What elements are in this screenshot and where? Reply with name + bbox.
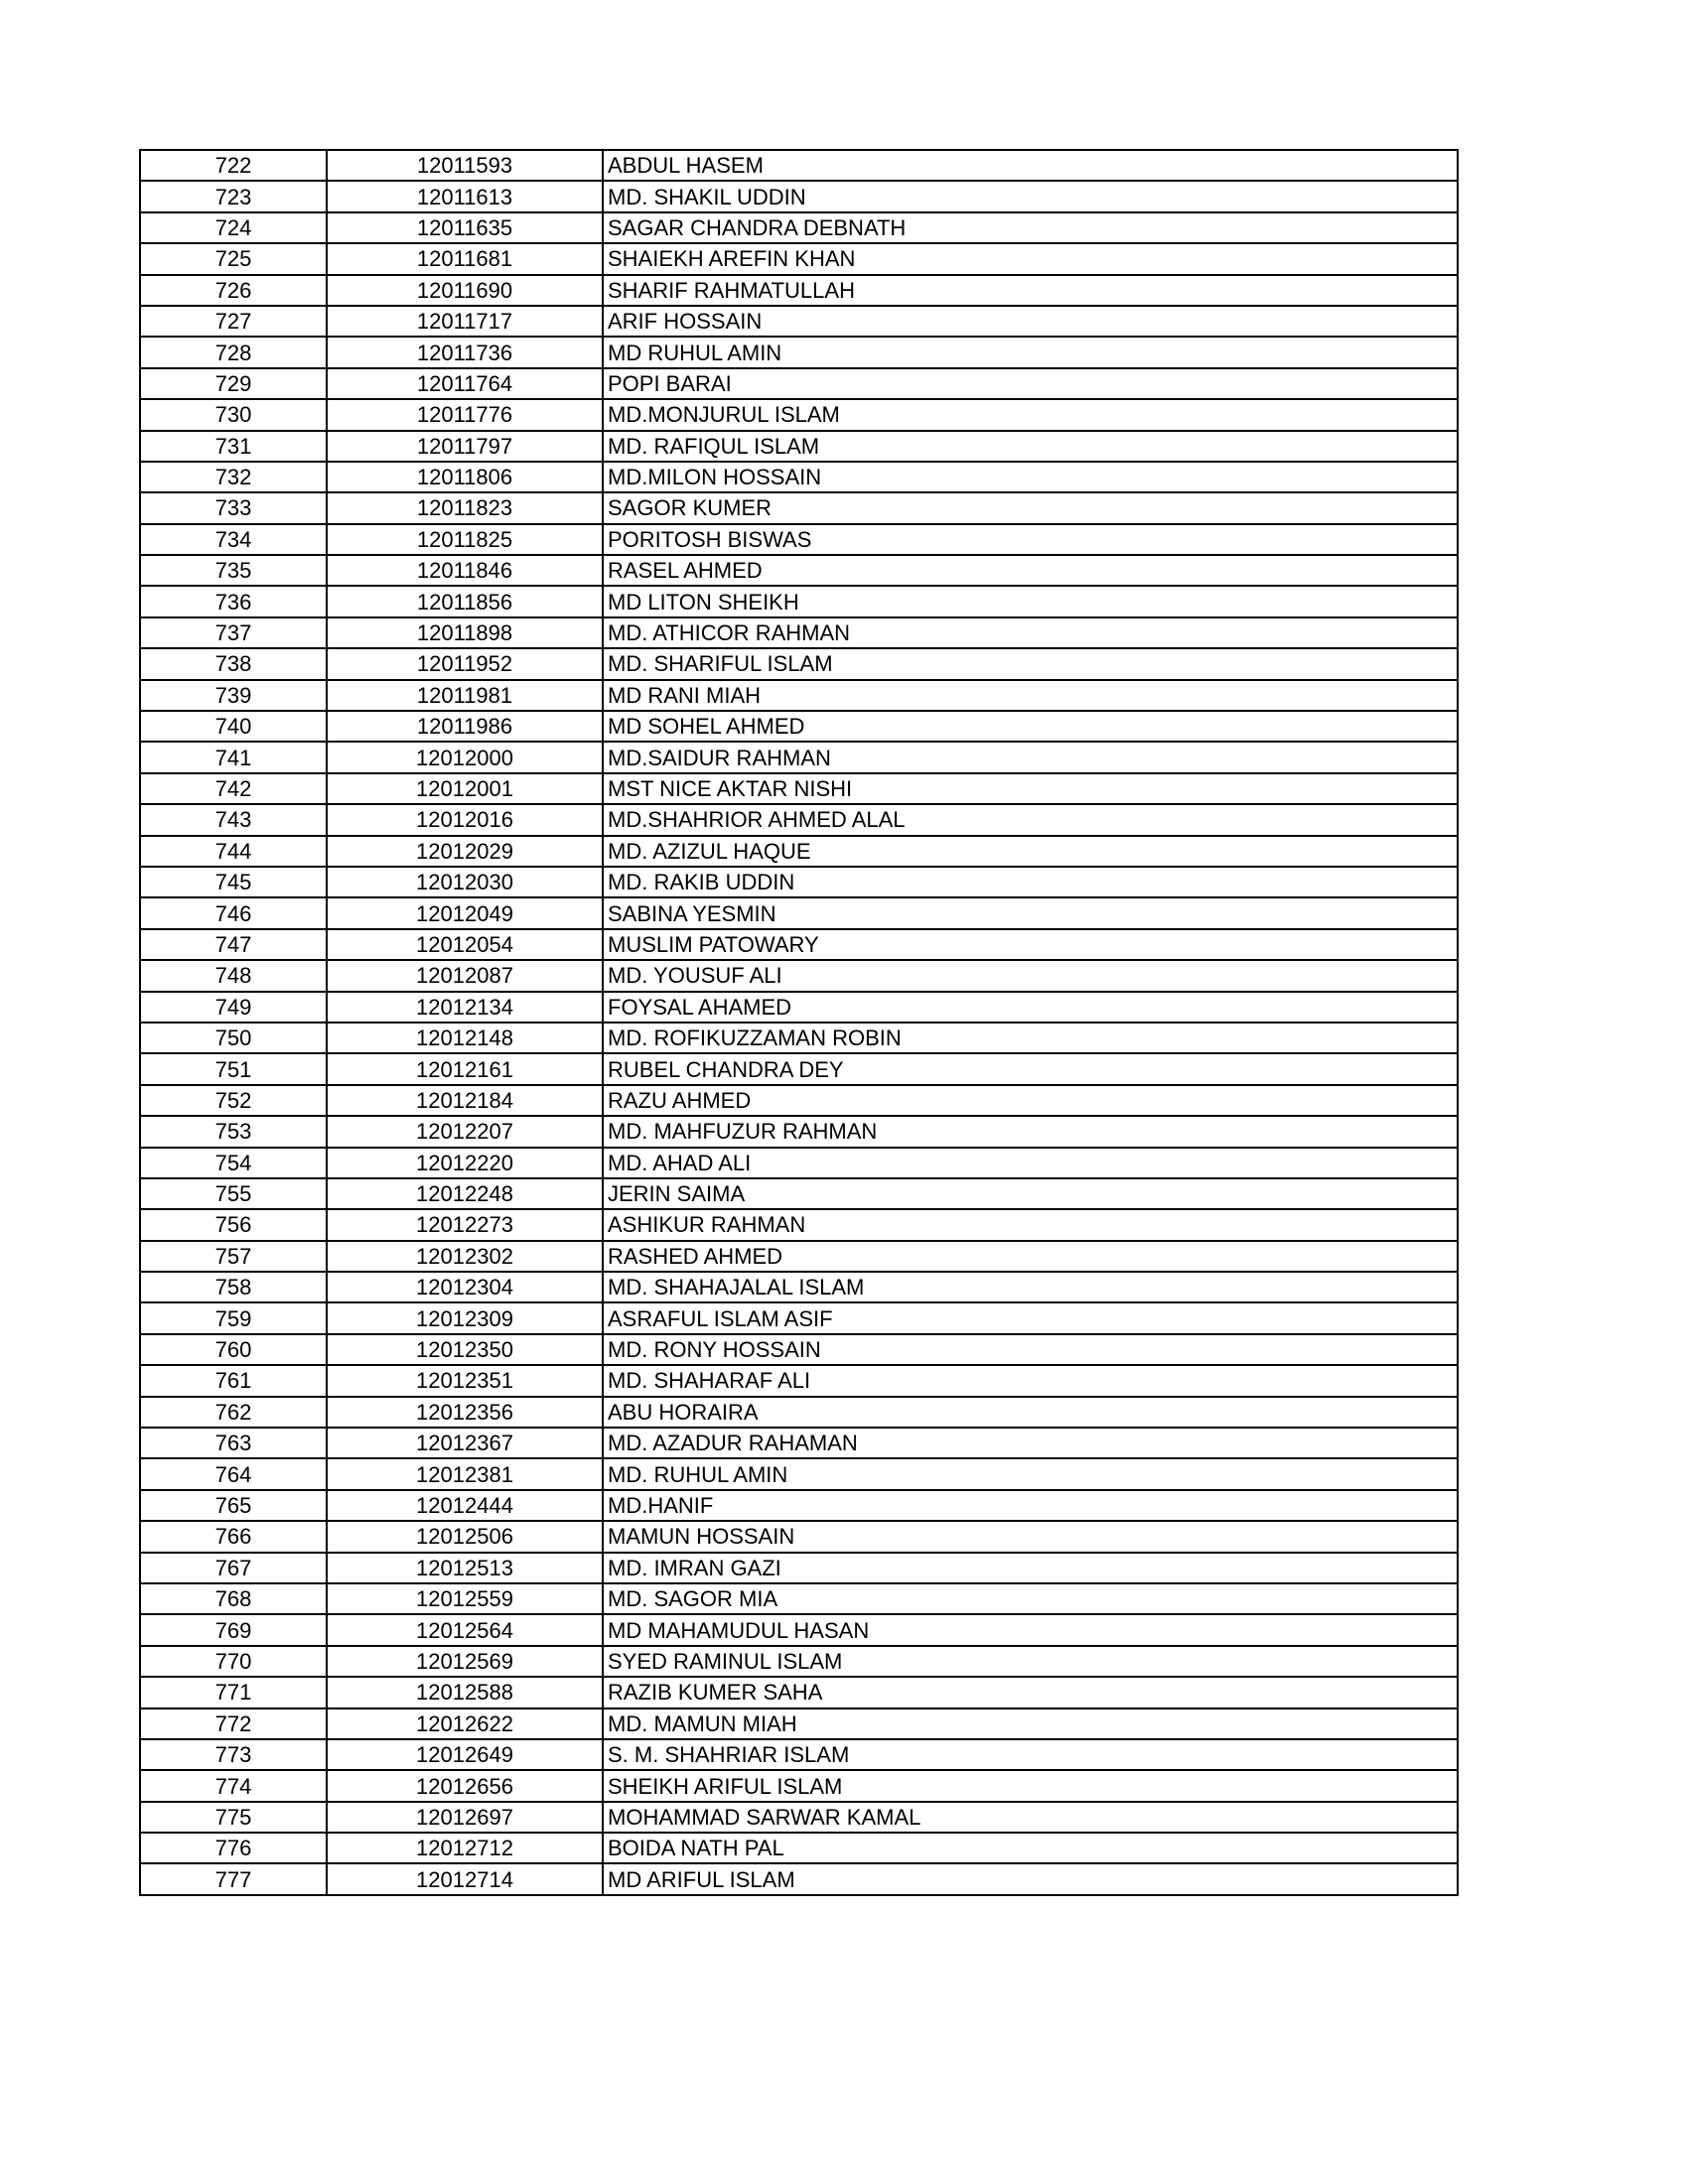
- name-cell: ASHIKUR RAHMAN: [603, 1209, 1458, 1240]
- serial-cell: 726: [140, 275, 327, 306]
- id-cell: 12012697: [327, 1802, 603, 1833]
- name-cell: MD. YOUSUF ALI: [603, 960, 1458, 991]
- table-row: [140, 1428, 1458, 1458]
- serial-cell: 751: [140, 1053, 327, 1084]
- name-cell: MD SOHEL AHMED: [603, 711, 1458, 742]
- name-cell: ABDUL HASEM: [603, 150, 1458, 181]
- id-cell: 12012381: [327, 1458, 603, 1489]
- serial-cell: 730: [140, 399, 327, 430]
- id-cell: 12011736: [327, 337, 603, 367]
- id-cell: 12012220: [327, 1148, 603, 1178]
- serial-cell: 756: [140, 1209, 327, 1240]
- name-cell: S. M. SHAHRIAR ISLAM: [603, 1739, 1458, 1770]
- id-cell: 12012001: [327, 773, 603, 804]
- table-row: [140, 867, 1458, 897]
- id-cell: 12011981: [327, 680, 603, 711]
- id-cell: 12012273: [327, 1209, 603, 1240]
- serial-cell: 732: [140, 462, 327, 492]
- name-cell: MD. SHAKIL UDDIN: [603, 181, 1458, 211]
- serial-cell: 741: [140, 742, 327, 772]
- table-row: [140, 1365, 1458, 1396]
- id-cell: 12011690: [327, 275, 603, 306]
- name-cell: MD.SHAHRIOR AHMED ALAL: [603, 804, 1458, 835]
- id-cell: 12011681: [327, 243, 603, 274]
- table-row: [140, 1302, 1458, 1333]
- name-cell: MD. SHAHARAF ALI: [603, 1365, 1458, 1396]
- serial-cell: 776: [140, 1833, 327, 1863]
- id-cell: 12011825: [327, 524, 603, 555]
- id-cell: 12012356: [327, 1397, 603, 1428]
- id-cell: 12011797: [327, 431, 603, 462]
- name-cell: ARIF HOSSAIN: [603, 306, 1458, 337]
- id-cell: 12012087: [327, 960, 603, 991]
- id-cell: 12012513: [327, 1553, 603, 1583]
- table-row: [140, 1209, 1458, 1240]
- name-cell: RASHED AHMED: [603, 1241, 1458, 1272]
- id-cell: 12012351: [327, 1365, 603, 1396]
- name-cell: MD.SAIDUR RAHMAN: [603, 742, 1458, 772]
- table-row: [140, 337, 1458, 367]
- serial-cell: 745: [140, 867, 327, 897]
- table-row: [140, 431, 1458, 462]
- serial-cell: 761: [140, 1365, 327, 1396]
- serial-cell: 764: [140, 1458, 327, 1489]
- table-row: [140, 586, 1458, 616]
- name-cell: MD. ATHICOR RAHMAN: [603, 617, 1458, 648]
- table-row: [140, 773, 1458, 804]
- serial-cell: 753: [140, 1116, 327, 1147]
- serial-cell: 749: [140, 992, 327, 1023]
- serial-cell: 767: [140, 1553, 327, 1583]
- id-cell: 12012350: [327, 1334, 603, 1365]
- table-row: [140, 1334, 1458, 1365]
- serial-cell: 766: [140, 1521, 327, 1552]
- id-cell: 12012049: [327, 897, 603, 928]
- table-row: [140, 680, 1458, 711]
- serial-cell: 759: [140, 1302, 327, 1333]
- name-cell: SAGOR KUMER: [603, 492, 1458, 523]
- name-cell: MUSLIM PATOWARY: [603, 929, 1458, 960]
- id-cell: 12012134: [327, 992, 603, 1023]
- serial-cell: 723: [140, 181, 327, 211]
- table-row: [140, 212, 1458, 243]
- serial-cell: 729: [140, 368, 327, 399]
- id-cell: 12012016: [327, 804, 603, 835]
- name-cell: MD.MILON HOSSAIN: [603, 462, 1458, 492]
- id-cell: 12012207: [327, 1116, 603, 1147]
- table-row: [140, 462, 1458, 492]
- table-row: [140, 243, 1458, 274]
- id-cell: 12012304: [327, 1272, 603, 1302]
- serial-cell: 768: [140, 1583, 327, 1614]
- serial-cell: 757: [140, 1241, 327, 1272]
- serial-cell: 754: [140, 1148, 327, 1178]
- id-cell: 12011806: [327, 462, 603, 492]
- id-cell: 12011898: [327, 617, 603, 648]
- table-row: [140, 524, 1458, 555]
- serial-cell: 750: [140, 1023, 327, 1053]
- table-row: [140, 368, 1458, 399]
- serial-cell: 725: [140, 243, 327, 274]
- name-cell: MD. IMRAN GAZI: [603, 1553, 1458, 1583]
- serial-cell: 727: [140, 306, 327, 337]
- serial-cell: 752: [140, 1085, 327, 1116]
- id-cell: 12011776: [327, 399, 603, 430]
- name-cell: JERIN SAIMA: [603, 1178, 1458, 1209]
- table-row: [140, 1708, 1458, 1739]
- id-cell: 12012588: [327, 1677, 603, 1707]
- table-row: [140, 1863, 1458, 1894]
- table-row: [140, 306, 1458, 337]
- serial-cell: 755: [140, 1178, 327, 1209]
- serial-cell: 762: [140, 1397, 327, 1428]
- name-cell: SYED RAMINUL ISLAM: [603, 1646, 1458, 1677]
- name-cell: FOYSAL AHAMED: [603, 992, 1458, 1023]
- serial-cell: 731: [140, 431, 327, 462]
- serial-cell: 758: [140, 1272, 327, 1302]
- serial-cell: 740: [140, 711, 327, 742]
- id-cell: 12012656: [327, 1770, 603, 1801]
- id-cell: 12012559: [327, 1583, 603, 1614]
- id-cell: 12012000: [327, 742, 603, 772]
- table-row: [140, 1553, 1458, 1583]
- table-row: [140, 1085, 1458, 1116]
- table-row: [140, 1490, 1458, 1521]
- table-row: [140, 1646, 1458, 1677]
- serial-cell: 773: [140, 1739, 327, 1770]
- name-cell: MD. SAGOR MIA: [603, 1583, 1458, 1614]
- serial-cell: 722: [140, 150, 327, 181]
- candidate-table: [139, 149, 1459, 1896]
- id-cell: 12011717: [327, 306, 603, 337]
- name-cell: SHAIEKH AREFIN KHAN: [603, 243, 1458, 274]
- serial-cell: 724: [140, 212, 327, 243]
- table-row: [140, 1148, 1458, 1178]
- name-cell: MD. SHARIFUL ISLAM: [603, 648, 1458, 679]
- id-cell: 12012712: [327, 1833, 603, 1863]
- table-row: [140, 1833, 1458, 1863]
- id-cell: 12012148: [327, 1023, 603, 1053]
- serial-cell: 777: [140, 1863, 327, 1894]
- id-cell: 12011856: [327, 586, 603, 616]
- id-cell: 12012622: [327, 1708, 603, 1739]
- serial-cell: 770: [140, 1646, 327, 1677]
- id-cell: 12012309: [327, 1302, 603, 1333]
- table-row: [140, 1614, 1458, 1645]
- id-cell: 12012030: [327, 867, 603, 897]
- table-row: [140, 1770, 1458, 1801]
- table-row: [140, 555, 1458, 586]
- name-cell: MD. RAFIQUL ISLAM: [603, 431, 1458, 462]
- name-cell: MD. MAHFUZUR RAHMAN: [603, 1116, 1458, 1147]
- serial-cell: 763: [140, 1428, 327, 1458]
- name-cell: RAZIB KUMER SAHA: [603, 1677, 1458, 1707]
- serial-cell: 742: [140, 773, 327, 804]
- id-cell: 12011613: [327, 181, 603, 211]
- table-row: [140, 1023, 1458, 1053]
- name-cell: MOHAMMAD SARWAR KAMAL: [603, 1802, 1458, 1833]
- id-cell: 12012054: [327, 929, 603, 960]
- serial-cell: 739: [140, 680, 327, 711]
- serial-cell: 771: [140, 1677, 327, 1707]
- serial-cell: 733: [140, 492, 327, 523]
- table-row: [140, 1241, 1458, 1272]
- table-row: [140, 897, 1458, 928]
- table-row: [140, 1739, 1458, 1770]
- id-cell: 12012444: [327, 1490, 603, 1521]
- name-cell: MD. MAMUN MIAH: [603, 1708, 1458, 1739]
- name-cell: SHEIKH ARIFUL ISLAM: [603, 1770, 1458, 1801]
- serial-cell: 736: [140, 586, 327, 616]
- id-cell: 12012248: [327, 1178, 603, 1209]
- table-row: [140, 1583, 1458, 1614]
- table-row: [140, 1178, 1458, 1209]
- name-cell: MD ARIFUL ISLAM: [603, 1863, 1458, 1894]
- name-cell: MD. AZIZUL HAQUE: [603, 836, 1458, 867]
- name-cell: MD. RAKIB UDDIN: [603, 867, 1458, 897]
- serial-cell: 760: [140, 1334, 327, 1365]
- table-row: [140, 1116, 1458, 1147]
- name-cell: PORITOSH BISWAS: [603, 524, 1458, 555]
- name-cell: SABINA YESMIN: [603, 897, 1458, 928]
- id-cell: 12012649: [327, 1739, 603, 1770]
- name-cell: MD. RONY HOSSAIN: [603, 1334, 1458, 1365]
- name-cell: MD MAHAMUDUL HASAN: [603, 1614, 1458, 1645]
- serial-cell: 728: [140, 337, 327, 367]
- table-row: [140, 1802, 1458, 1833]
- id-cell: 12012569: [327, 1646, 603, 1677]
- name-cell: MAMUN HOSSAIN: [603, 1521, 1458, 1552]
- id-cell: 12011764: [327, 368, 603, 399]
- serial-cell: 748: [140, 960, 327, 991]
- serial-cell: 747: [140, 929, 327, 960]
- name-cell: MD. RUHUL AMIN: [603, 1458, 1458, 1489]
- serial-cell: 737: [140, 617, 327, 648]
- id-cell: 12011593: [327, 150, 603, 181]
- name-cell: MD.HANIF: [603, 1490, 1458, 1521]
- table-row: [140, 399, 1458, 430]
- name-cell: MD. AZADUR RAHAMAN: [603, 1428, 1458, 1458]
- id-cell: 12012302: [327, 1241, 603, 1272]
- name-cell: SHARIF RAHMATULLAH: [603, 275, 1458, 306]
- serial-cell: 774: [140, 1770, 327, 1801]
- serial-cell: 743: [140, 804, 327, 835]
- id-cell: 12012714: [327, 1863, 603, 1894]
- name-cell: MD. SHAHAJALAL ISLAM: [603, 1272, 1458, 1302]
- table-row: [140, 648, 1458, 679]
- name-cell: MD LITON SHEIKH: [603, 586, 1458, 616]
- serial-cell: 744: [140, 836, 327, 867]
- table-row: [140, 1458, 1458, 1489]
- table-row: [140, 804, 1458, 835]
- table-row: [140, 1397, 1458, 1428]
- name-cell: RAZU AHMED: [603, 1085, 1458, 1116]
- serial-cell: 769: [140, 1614, 327, 1645]
- serial-cell: 772: [140, 1708, 327, 1739]
- name-cell: MD RANI MIAH: [603, 680, 1458, 711]
- name-cell: RASEL AHMED: [603, 555, 1458, 586]
- name-cell: POPI BARAI: [603, 368, 1458, 399]
- id-cell: 12011846: [327, 555, 603, 586]
- name-cell: MD. AHAD ALI: [603, 1148, 1458, 1178]
- name-cell: SAGAR CHANDRA DEBNATH: [603, 212, 1458, 243]
- serial-cell: 765: [140, 1490, 327, 1521]
- id-cell: 12011986: [327, 711, 603, 742]
- table-row: [140, 181, 1458, 211]
- id-cell: 12012184: [327, 1085, 603, 1116]
- id-cell: 12012564: [327, 1614, 603, 1645]
- name-cell: RUBEL CHANDRA DEY: [603, 1053, 1458, 1084]
- name-cell: ASRAFUL ISLAM ASIF: [603, 1302, 1458, 1333]
- id-cell: 12012506: [327, 1521, 603, 1552]
- table-row: [140, 711, 1458, 742]
- table-row: [140, 960, 1458, 991]
- table-body: [140, 150, 1458, 1895]
- name-cell: MST NICE AKTAR NISHI: [603, 773, 1458, 804]
- table-row: [140, 929, 1458, 960]
- serial-cell: 734: [140, 524, 327, 555]
- id-cell: 12012367: [327, 1428, 603, 1458]
- table-row: [140, 150, 1458, 181]
- table-row: [140, 992, 1458, 1023]
- table-row: [140, 492, 1458, 523]
- table-row: [140, 617, 1458, 648]
- name-cell: BOIDA NATH PAL: [603, 1833, 1458, 1863]
- table-row: [140, 1053, 1458, 1084]
- id-cell: 12011823: [327, 492, 603, 523]
- name-cell: MD. ROFIKUZZAMAN ROBIN: [603, 1023, 1458, 1053]
- serial-cell: 735: [140, 555, 327, 586]
- table-row: [140, 275, 1458, 306]
- table-row: [140, 836, 1458, 867]
- table-row: [140, 742, 1458, 772]
- id-cell: 12012029: [327, 836, 603, 867]
- name-cell: ABU HORAIRA: [603, 1397, 1458, 1428]
- id-cell: 12011952: [327, 648, 603, 679]
- name-cell: MD.MONJURUL ISLAM: [603, 399, 1458, 430]
- id-cell: 12011635: [327, 212, 603, 243]
- name-cell: MD RUHUL AMIN: [603, 337, 1458, 367]
- table-row: [140, 1677, 1458, 1707]
- table-row: [140, 1521, 1458, 1552]
- id-cell: 12012161: [327, 1053, 603, 1084]
- serial-cell: 775: [140, 1802, 327, 1833]
- table-row: [140, 1272, 1458, 1302]
- serial-cell: 746: [140, 897, 327, 928]
- serial-cell: 738: [140, 648, 327, 679]
